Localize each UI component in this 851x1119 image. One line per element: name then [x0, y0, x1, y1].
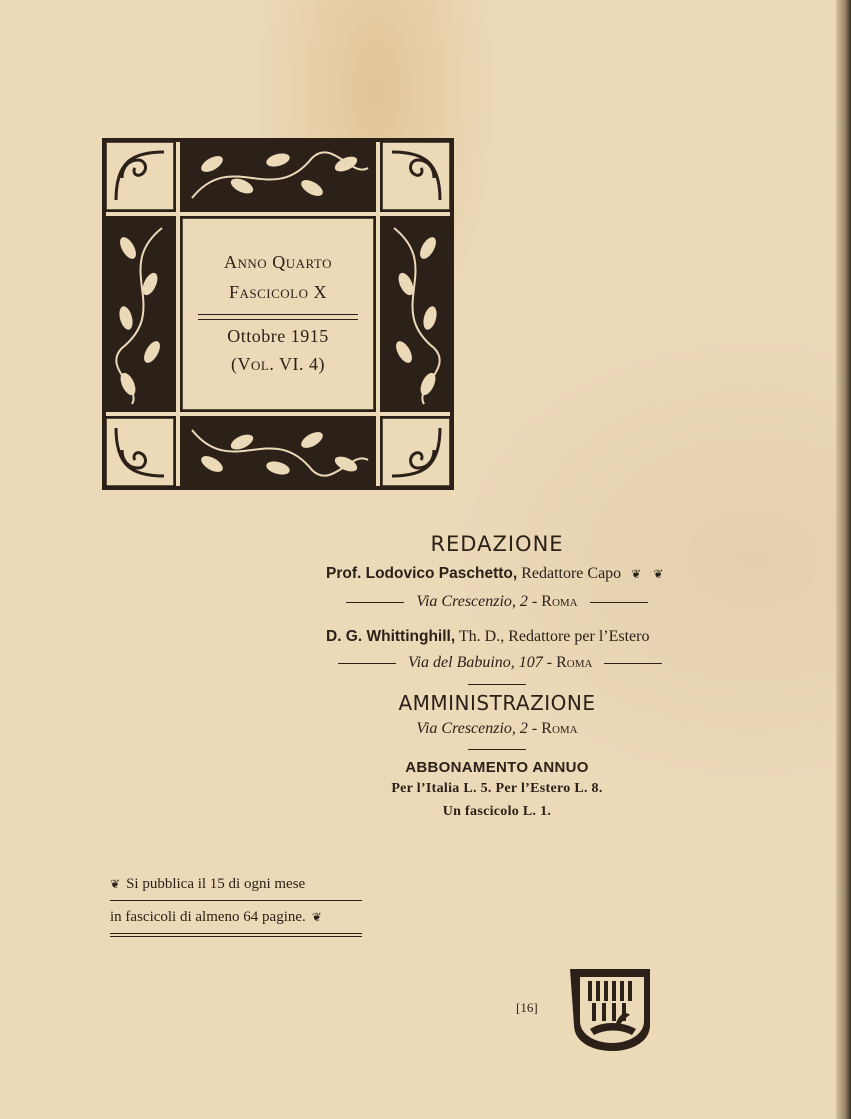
- issue-volume: (Vol. VI. 4): [231, 354, 325, 374]
- amministrazione-city: Roma: [541, 720, 578, 737]
- abbonamento-heading: ABBONAMENTO ANNUO: [405, 759, 589, 776]
- leaf-ornament-icon: ❦: [653, 567, 664, 581]
- frame-panel: [182, 218, 374, 410]
- editor2-name: D. G. Whittinghill,: [326, 628, 456, 645]
- bilychnis-lamp-logo-icon: [566, 963, 658, 1055]
- editor1-city: Roma: [541, 593, 578, 610]
- amministrazione-address-line: [330, 720, 664, 738]
- editor1-role: Redattore Capo: [521, 565, 622, 582]
- editor2-line: [326, 628, 649, 646]
- abbonamento-prices: Per l’Italia L. 5. Per l’Estero L. 8.: [391, 781, 603, 796]
- editor2-title: Th. D., Redattore per l’Estero: [458, 628, 650, 645]
- section-divider: [468, 684, 526, 685]
- editor1-name: Prof. Lodovico Paschetto,: [326, 565, 518, 582]
- leaf-ornament-icon: ❦: [631, 567, 642, 581]
- dash-rule: [590, 602, 648, 603]
- abbonamento-single: Un fascicolo L. 1.: [442, 804, 552, 819]
- editor2-address-line: [326, 654, 668, 672]
- editor1-line: [326, 565, 669, 583]
- editor1-address-line: [326, 593, 668, 611]
- ornamental-frame: [102, 138, 454, 490]
- leaf-ornament-icon: ❦: [110, 877, 121, 891]
- issue-date: Ottobre 1915: [227, 326, 329, 346]
- editor2-address: Via del Babuino, 107 -: [408, 654, 553, 671]
- redazione-heading: REDAZIONE: [430, 532, 564, 556]
- issue-number: Fascicolo X: [228, 282, 328, 302]
- dash-rule: [604, 663, 662, 664]
- dash-rule: [338, 663, 396, 664]
- leaf-ornament-icon: ❦: [311, 910, 322, 924]
- editor2-city: Roma: [556, 654, 593, 671]
- publication-line-2: [110, 900, 362, 933]
- page-edge: [836, 0, 851, 1119]
- publication-text-2: in fascicoli di almeno 64 pagine.: [110, 909, 306, 925]
- editor1-address: Via Crescenzio, 2 -: [416, 593, 538, 610]
- page-number: [16]: [516, 1000, 538, 1015]
- dash-rule: [346, 602, 404, 603]
- issue-year: Anno Quarto: [224, 252, 332, 272]
- publication-text-1: Si pubblica il 15 di ogni mese: [126, 876, 306, 892]
- publication-box: [110, 868, 362, 937]
- amministrazione-heading: AMMINISTRAZIONE: [398, 691, 596, 715]
- frame-divider: [198, 314, 358, 320]
- amministrazione-address: Via Crescenzio, 2 -: [416, 720, 538, 737]
- section-divider: [468, 749, 526, 750]
- publication-line-1: [110, 868, 362, 900]
- publisher-logo: [566, 963, 658, 1055]
- publication-double-rule: [110, 933, 362, 937]
